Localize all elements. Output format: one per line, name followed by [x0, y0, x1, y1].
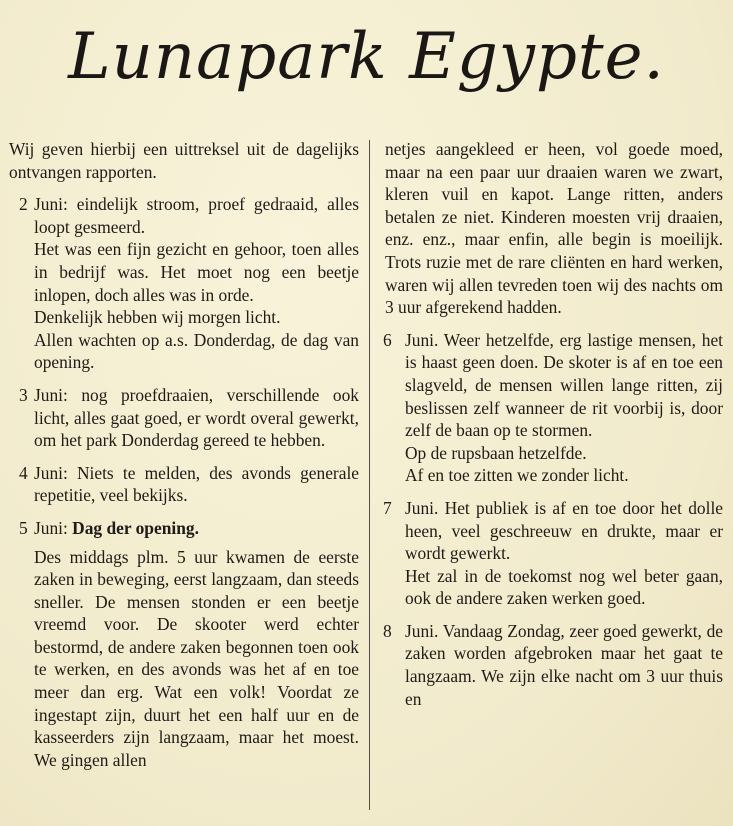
entry-paragraph: Juni. Vandaag Zondag, zeer goed gewerkt, de zaken worden afgebroken maar het gaat te langzaam. We zijn elke nacht om 3 uur thuis en — [405, 620, 723, 709]
entry-paragraph: Het zal in de toekomst nog wel beter gaan, ook de andere zaken werken goed. — [405, 565, 723, 609]
entry-2-juni — [9, 193, 359, 374]
entry-paragraph: Juni. Het publiek is af en toe door het dolle heen, veel geschreeuw en drukte, maar er wordt gewerkt. — [405, 497, 723, 564]
page-title: Lunapark Egypte. — [68, 20, 665, 94]
entry-paragraph: Juni. Weer hetzelfde, erg lastige mensen, het is haast geen doen. De skoter is af en toe een slagveld, de mensen willen lange ritten, zij beslissen zelf wanneer de rit voorbij is, door zelf de baan op te stormen. — [405, 329, 723, 441]
entry-paragraph: Juni: nog proefdraaien, verschillende ook licht, alles gaat goed, er wordt overal gewerkt, om het park Donderdag gereed te hebben. — [34, 384, 359, 451]
entry-heading — [34, 517, 359, 540]
entry-paragraph: Op de rupsbaan hetzelfde. — [405, 442, 587, 463]
entry-number: 7 — [383, 497, 392, 518]
entry-paragraph: Af en toe zitten we zonder licht. — [405, 465, 629, 486]
entry-paragraph: Allen wachten op a.s. Donderdag, de dag van opening. — [34, 329, 359, 373]
entry-heading-prefix: Juni: — [34, 517, 73, 538]
entry-4-juni — [9, 462, 359, 507]
entry-paragraph: Des middags plm. 5 uur kwamen de eerste zaken in beweging, eerst langzaam, dan steeds sneller. De mensen stonden er een beetje vreemd voor. De skooter werd echter bestormd, de andere zaken begonnen toen ook te werken, en des avonds was het af en toe meer dan erg. Wat een volk! Voordat ze ingestapt zijn, duurt het een half uur en de kasseerders zijn langzaam, maar het moest. We gingen allen — [34, 546, 359, 770]
right-column — [385, 138, 723, 710]
entry-number: 6 — [383, 329, 392, 350]
entry-paragraph: Juni: Niets te melden, des avonds generale repetitie, veel bekijks. — [34, 462, 359, 506]
entry-8-juni — [385, 620, 723, 710]
entry-number: 3 — [19, 384, 28, 405]
entry-paragraph: Het was een fijn gezicht en gehoor, toen alles in bedrijf was. Het moet nog een beetje inlopen, doch alles was in orde. — [34, 239, 359, 305]
entry-6-juni — [385, 329, 723, 487]
entry-7-juni — [385, 497, 723, 610]
left-column — [9, 138, 359, 771]
intro-paragraph: Wij geven hierbij een uittreksel uit de dagelijks ontvangen rapporten. — [9, 139, 359, 182]
entry-number: 4 — [19, 462, 28, 483]
entry-5-juni — [9, 517, 359, 772]
entry-number: 8 — [383, 620, 392, 641]
entry-number: 2 — [19, 194, 28, 215]
continuation-paragraph: netjes aangekleed er heen, vol goede moed, maar na een paar uur draaien waren we zwart, kleren vuil en kapot. Lange ritten, anders betalen ze niet. Kinderen moesten vrij draaien, enz. enz., maar enfin, alle begin is moeilijk. Trots ruzie met de rare cliënten en hard werken, waren wij allen tevreden toen wij des nachts om 3 uur afgerekend hadden. — [385, 139, 723, 318]
entry-paragraph: Juni: eindelijk stroom, proef gedraaid, alles loopt gesmeerd. — [34, 194, 359, 237]
column-divider — [369, 140, 370, 810]
entry-3-juni — [9, 384, 359, 452]
entry-number: 5 — [19, 517, 28, 538]
entry-heading-bold: Dag der opening. — [72, 517, 199, 538]
entry-paragraph: Denkelijk hebben wij morgen licht. — [34, 307, 281, 328]
